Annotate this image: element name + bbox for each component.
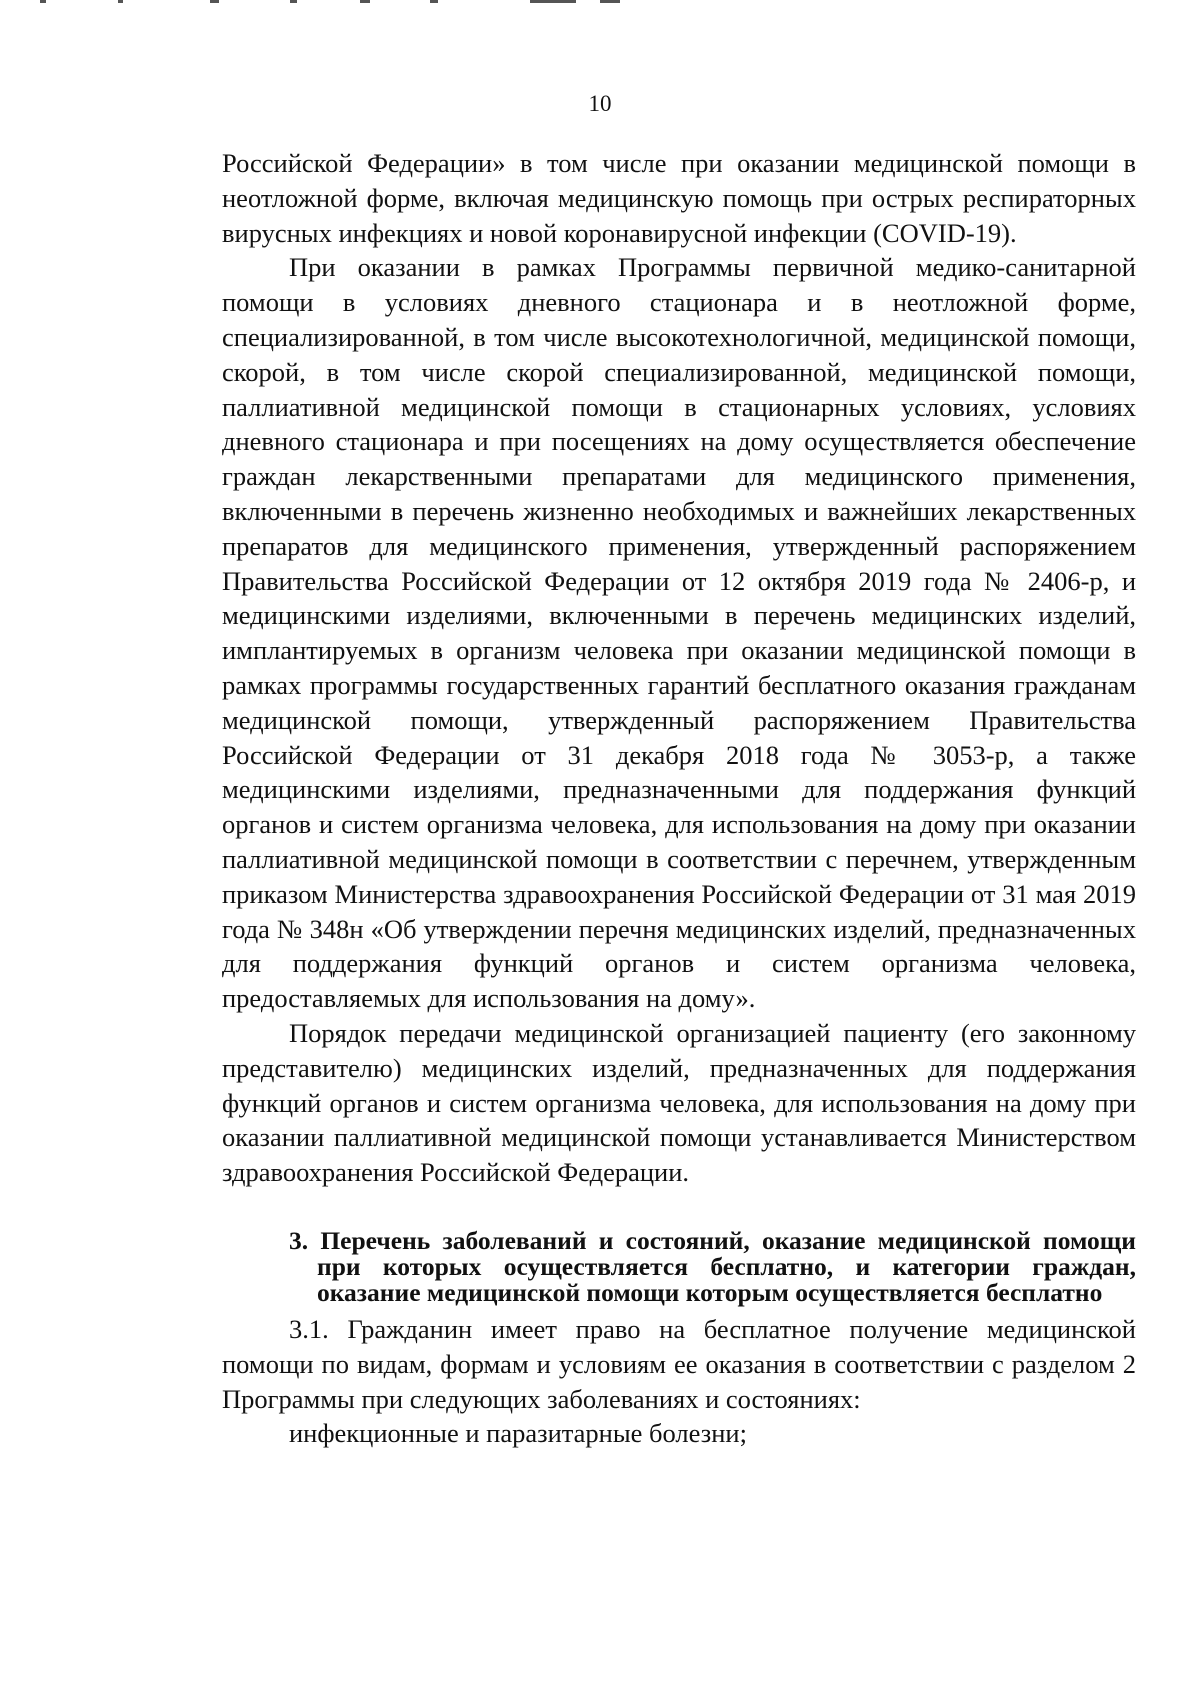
- page-number: 10: [588, 91, 612, 116]
- scan-artifact-marks: [0, 0, 1200, 8]
- document-body: [222, 146, 1136, 1451]
- section-heading: 3. Перечень заболеваний и состояний, оказание медицинской помощи при которых осуществляется бесплатно, и категории граждан, оказание медицинской помощи которым осуществляется бесплатно: [289, 1225, 1136, 1307]
- paragraph-transfer-procedure: Порядок передачи медицинской организацией пациенту (его законному представителю) медицинских изделий, предназначенных для поддержания функций органов и систем организма человека, для использования на дому при оказании паллиативной медицинской помощи устанавливается Министерством здравоохранения Российской Федерации.: [222, 1017, 1136, 1188]
- paragraph-section-3-1: 3.1. Гражданин имеет право на бесплатное получение медицинской помощи по видам, формам и условиям ее оказания в соответствии с разделом 2 Программы при следующих заболеваниях и состояниях:: [222, 1313, 1136, 1414]
- paragraph-continuation: Российской Федерации» в том числе при оказании медицинской помощи в неотложной форме, включая медицинскую помощь при острых респираторных вирусных инфекциях и новой коронавирусной инфекции (COVID-19).: [222, 148, 1136, 248]
- paragraph-drug-provision: При оказании в рамках Программы первичной медико-санитарной помощи в условиях дневного стационара и в неотложной форме, специализированной, в том числе высокотехнологичной, медицинской помощи, скорой, в том числе скорой специализированной, медицинской помощи, паллиативной медицинской помощи в стационарных условиях, условиях дневного стационара и при посещениях на дому осуществляется обеспечение граждан лекарственными препаратами для медицинского применения, включенными в перечень жизненно необходимых и важнейших лекарственных препаратов для медицинского применения, утвержденный распоряжением Правительства Российской Федерации от 12 октября 2019 года № 2406-р, и медицинскими изделиями, включенными в перечень медицинских изделий, имплантируемых в организм человека при оказании медицинской помощи в рамках программы государственных гарантий бесплатного оказания гражданам медицинской помощи, утвержденный распоряжением Правительства Российской Федерации от 31 декабря 2018 года № 3053-р, а также медицинскими изделиями, предназначенными для поддержания функций органов и систем организма человека, для использования на дому при оказании паллиативной медицинской помощи в соответствии с перечнем, утвержденным приказом Министерства здравоохранения Российской Федерации от 31 мая 2019 года № 348н «Об утверждении перечня медицинских изделий, предназначенных для поддержания функций органов и систем организма человека, предоставляемых для использования на дому».: [222, 252, 1136, 1014]
- list-item: инфекционные и паразитарные болезни;: [289, 1418, 747, 1449]
